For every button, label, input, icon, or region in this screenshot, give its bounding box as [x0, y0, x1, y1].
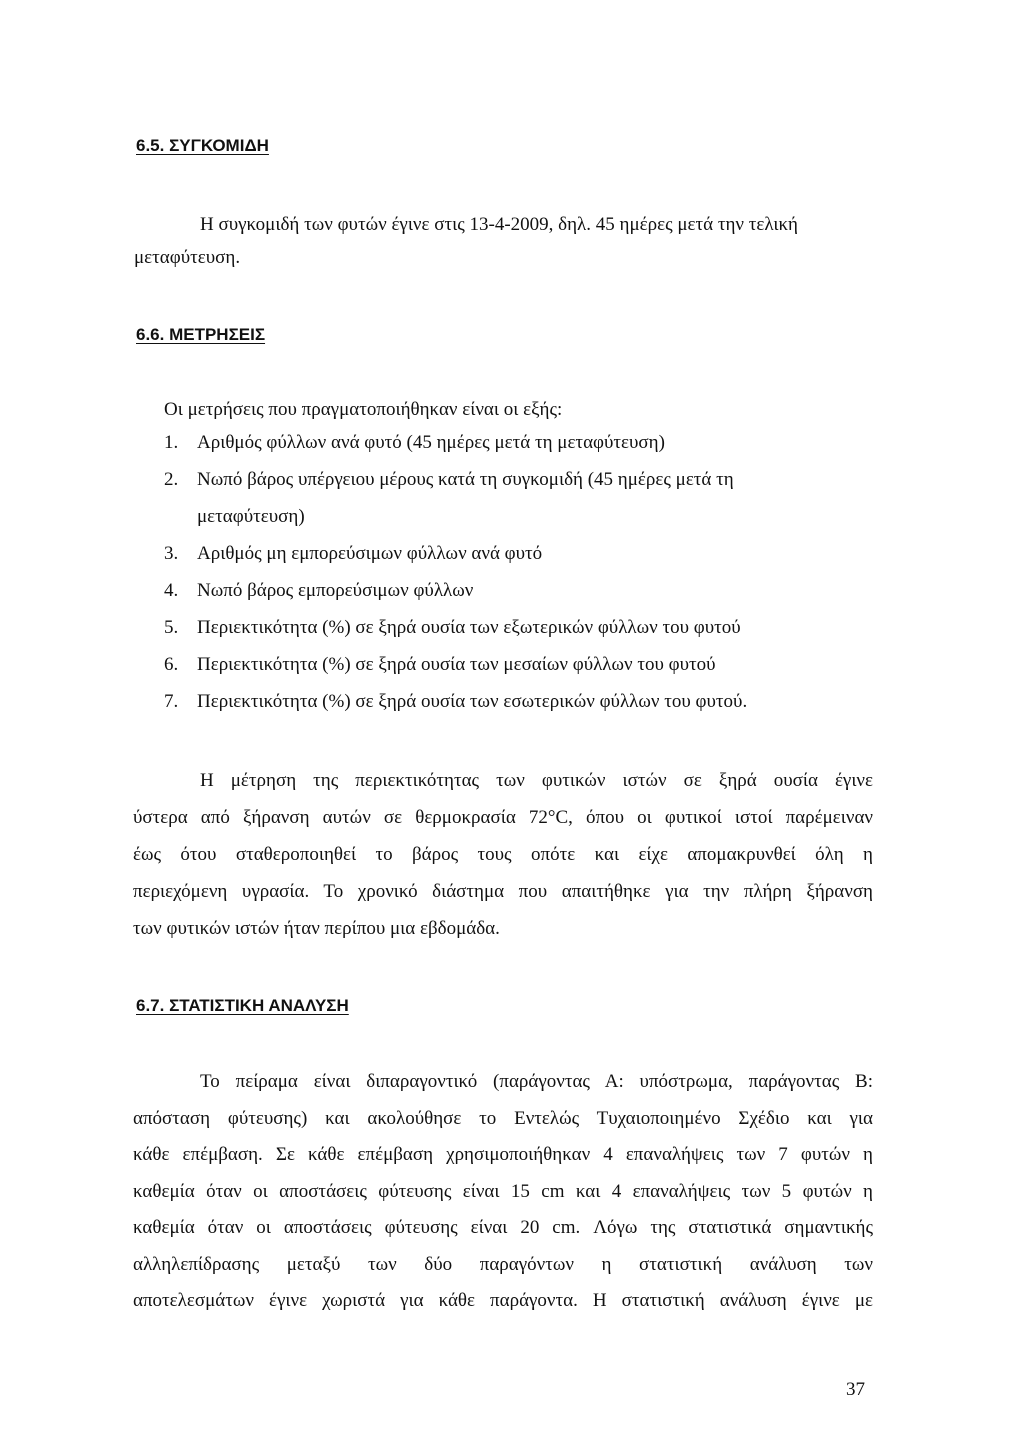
list-number: 5. [164, 617, 179, 638]
paragraph-line: αλληλεπίδρασης μεταξύ των δύο παραγόντων η στατιστική ανάλυση των [133, 1254, 873, 1275]
measurement-list-item [164, 579, 473, 603]
list-text: Περιεκτικότητα (%) σε ξηρά ουσία των μεσαίων φύλλων του φυτού [197, 654, 716, 675]
measurement-list-item-continuation [197, 505, 305, 529]
paragraph-line: κάθε επέμβαση. Σε κάθε επέμβαση χρησιμοποιήθηκαν 4 επαναλήψεις των 7 φυτών η [133, 1144, 873, 1165]
list-text: Νωπό βάρος εμπορεύσιμων φύλλων [197, 580, 474, 601]
list-number: 1. [164, 432, 179, 453]
page-number: 37 [846, 1379, 865, 1400]
paragraph-line: Η μέτρηση της περιεκτικότητας των φυτικών ιστών σε ξηρά ουσία έγινε [200, 770, 873, 791]
list-number: 4. [164, 580, 179, 601]
paragraph-line: καθεμία όταν οι αποστάσεις φύτευσης είναι 15 cm και 4 επαναλήψεις των 5 φυτών η [133, 1181, 873, 1202]
list-number: 6. [164, 654, 179, 675]
paragraph-line: Το πείραμα είναι διπαραγοντικό (παράγοντας Α: υπόστρωμα, παράγοντας Β: [200, 1071, 873, 1092]
paragraph-line: απόσταση φύτευσης) και ακολούθησε το Εντελώς Τυχαιοποιημένο Σχέδιο και για [133, 1108, 873, 1129]
measurement-list-item [164, 468, 734, 492]
measurements-intro: Οι μετρήσεις που πραγματοποιήθηκαν είναι οι εξής: [164, 399, 563, 420]
list-text: Περιεκτικότητα (%) σε ξηρά ουσία των εσωτερικών φύλλων του φυτού. [197, 691, 748, 712]
list-text: μεταφύτευση) [197, 506, 305, 527]
section-heading-harvest: 6.5. ΣΥΓΚΟΜΙΔΗ [136, 136, 269, 155]
list-text: Νωπό βάρος υπέργειου μέρους κατά τη συγκομιδή (45 ημέρες μετά τη [197, 469, 734, 490]
harvest-text-line: μεταφύτευση. [134, 247, 241, 268]
paragraph-line: ύστερα από ξήρανση αυτών σε θερμοκρασία 72°C, όπου οι φυτικοί ιστοί παρέμειναν [133, 807, 873, 828]
paragraph-line: περιεχόμενη υγρασία. Το χρονικό διάστημα που απαιτήθηκε για την πλήρη ξήρανση [133, 881, 873, 902]
measurement-list-item [164, 431, 665, 455]
section-heading-statistics: 6.7. ΣΤΑΤΙΣΤΙΚΗ ΑΝΑΛΥΣΗ [136, 996, 349, 1015]
list-text: Περιεκτικότητα (%) σε ξηρά ουσία των εξωτερικών φύλλων του φυτού [197, 617, 741, 638]
measurement-list-item [164, 690, 747, 714]
paragraph-line: των φυτικών ιστών ήταν περίπου μια εβδομάδα. [133, 918, 500, 939]
paragraph-line: έως ότου σταθεροποιηθεί το βάρος τους οπότε και είχε απομακρυνθεί όλη η [133, 844, 873, 865]
list-text: Αριθμός μη εμπορεύσιμων φύλλων ανά φυτό [197, 543, 543, 564]
harvest-text-line: Η συγκομιδή των φυτών έγινε στις 13-4-2009, δηλ. 45 ημέρες μετά την τελική [200, 214, 798, 235]
list-number: 2. [164, 469, 179, 490]
section-heading-measurements: 6.6. ΜΕΤΡΗΣΕΙΣ [136, 325, 266, 344]
measurement-list-item [164, 653, 716, 677]
list-text: Αριθμός φύλλων ανά φυτό (45 ημέρες μετά τη μεταφύτευση) [197, 432, 665, 453]
list-number: 7. [164, 691, 179, 712]
measurement-list-item [164, 542, 542, 566]
list-number: 3. [164, 543, 179, 564]
paragraph-line: καθεμία όταν οι αποστάσεις φύτευσης είναι 20 cm. Λόγω της στατιστικά σημαντικής [133, 1217, 873, 1238]
paragraph-line: αποτελεσμάτων έγινε χωριστά για κάθε παράγοντα. Η στατιστική ανάλυση έγινε με [133, 1290, 873, 1311]
measurement-list-item [164, 616, 741, 640]
